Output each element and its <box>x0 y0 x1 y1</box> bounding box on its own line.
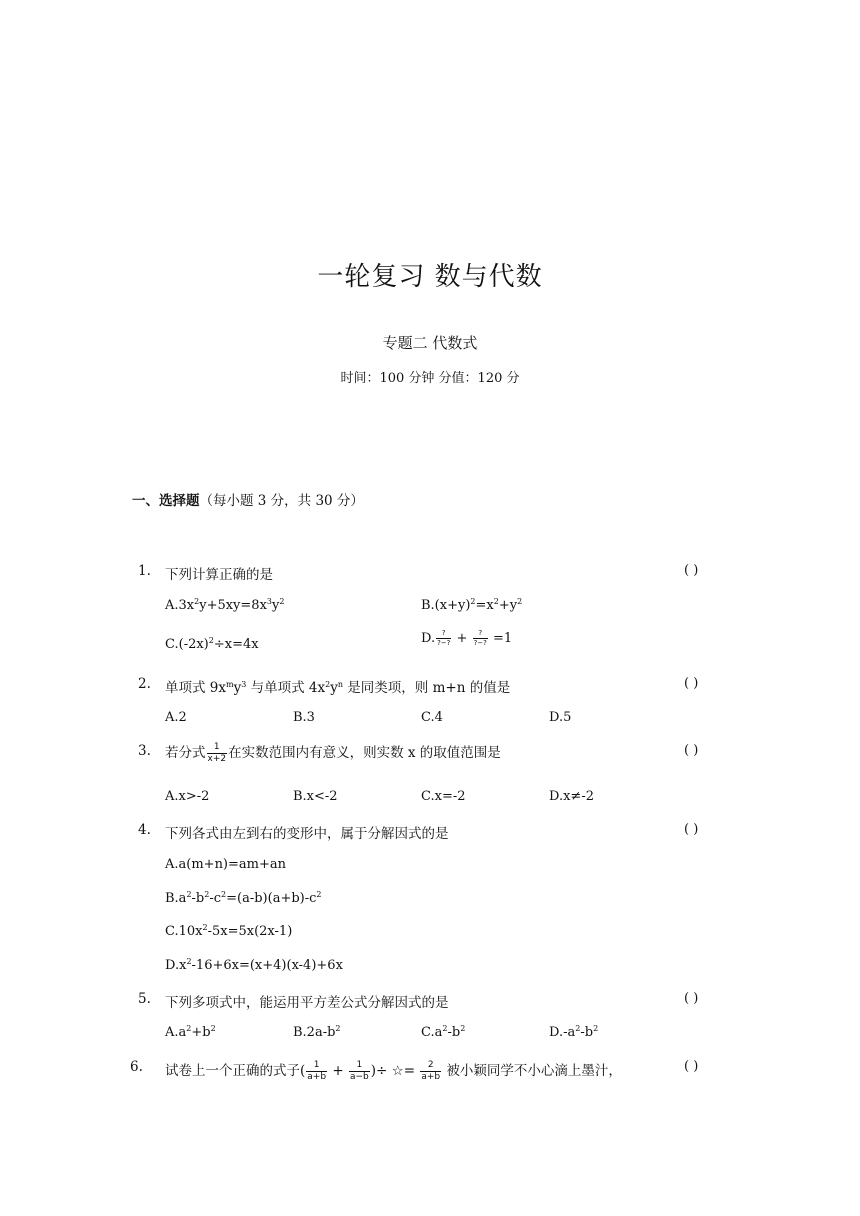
question-1-number: 1. <box>138 563 151 579</box>
section-heading <box>132 489 364 509</box>
fraction: $\frac{1}{a-b}$ <box>349 1060 369 1082</box>
question-5-option-c: $C.a^2-b^2$ <box>421 1024 466 1040</box>
question-2-option-a: A.2 <box>165 710 187 725</box>
question-6-stem: 试卷上一个正确的式子( $\frac{1}{a+b}$ + $\frac{1}{a-b}$ )÷ ☆= $\frac{2}{a+b}$ 被小颖同学不小心滴上墨汁， <box>165 1060 622 1082</box>
question-6-answer-blank[interactable]: ( ) <box>684 1059 699 1074</box>
exam-meta: 时间：100 分钟 分值：120 分 <box>340 371 520 386</box>
question-4-number: 4. <box>138 822 151 838</box>
question-5-option-d: $D.-a^2-b^2$ <box>549 1024 599 1040</box>
question-4-option-b: $B.a^2-b^2-c^2=(a-b)(a+b)-c^2$ <box>165 890 322 906</box>
question-6-number: 6. <box>130 1059 143 1075</box>
fraction: $\frac{1}{x+2}$ <box>207 742 227 764</box>
question-2-stem: 单项式 $9x^my^3$ 与单项式 $4x^2y^n$ 是同类项，则 m+n 的值是 <box>165 680 511 696</box>
question-1-option-a: $A.3x^2y+5xy=8x^3y^2$ <box>165 597 285 613</box>
question-4-option-a: A.a(m+n)=am+an <box>165 857 286 872</box>
question-5-option-b: $B.2a-b^2$ <box>293 1024 341 1040</box>
fraction: $\frac{1}{a+b}$ <box>307 1060 327 1082</box>
question-2-option-d: D.5 <box>549 710 572 725</box>
question-1-option-c: $C.(-2x)^2\div x=4x$ <box>165 636 259 652</box>
question-2-option-b: B.3 <box>293 710 315 725</box>
fraction: $\frac{2}{a+b}$ <box>421 1060 441 1082</box>
question-4-answer-blank[interactable]: ( ) <box>684 822 699 837</box>
question-4-option-c: $C.10x^2-5x=5x(2x-1)$ <box>165 923 293 939</box>
question-2-number: 2. <box>138 676 151 692</box>
question-3-number: 3. <box>138 743 151 759</box>
question-5-number: 5. <box>138 991 151 1007</box>
question-2-option-c: C.4 <box>421 710 443 725</box>
question-3-option-b: B.x<-2 <box>293 789 338 804</box>
question-1-option-b: $B.(x+y)^2=x^2+y^2$ <box>421 597 523 613</box>
question-1-answer-blank[interactable]: ( ) <box>684 563 699 578</box>
document-title: 一轮复习 数与代数 <box>317 262 543 292</box>
fraction: $\frac{?}{?-?}$ <box>437 629 451 647</box>
section-label: 一、选择题 <box>132 493 200 509</box>
question-1-option-d: D. $\frac{?}{?-?}$ + $\frac{?}{?-?}$ =1 <box>421 629 513 647</box>
question-5-answer-blank[interactable]: ( ) <box>684 991 699 1006</box>
section-note: （每小题 3 分，共 30 分） <box>199 493 364 509</box>
question-1-stem: 下列计算正确的是 <box>165 567 273 583</box>
document-subtitle: 专题二 代数式 <box>382 334 478 352</box>
question-4-stem: 下列各式由左到右的变形中，属于分解因式的是 <box>165 826 449 842</box>
question-5-option-a: $A.a^2+b^2$ <box>165 1024 216 1040</box>
question-3-answer-blank[interactable]: ( ) <box>684 743 699 758</box>
question-5-stem: 下列多项式中，能运用平方差公式分解因式的是 <box>165 995 449 1011</box>
question-4-option-d: $D.x^2-16+6x=(x+4)(x-4)+6x$ <box>165 957 343 973</box>
question-3-option-a: A.x>-2 <box>165 789 210 804</box>
fraction: $\frac{?}{?-?}$ <box>473 629 487 647</box>
question-3-option-c: C.x=-2 <box>421 789 466 804</box>
question-3-stem: 若分式 $\frac{1}{x+2}$ 在实数范围内有意义，则实数 x 的取值范围是 <box>165 742 501 764</box>
question-2-answer-blank[interactable]: ( ) <box>684 676 699 691</box>
question-3-option-d: D.x≠-2 <box>549 789 594 804</box>
